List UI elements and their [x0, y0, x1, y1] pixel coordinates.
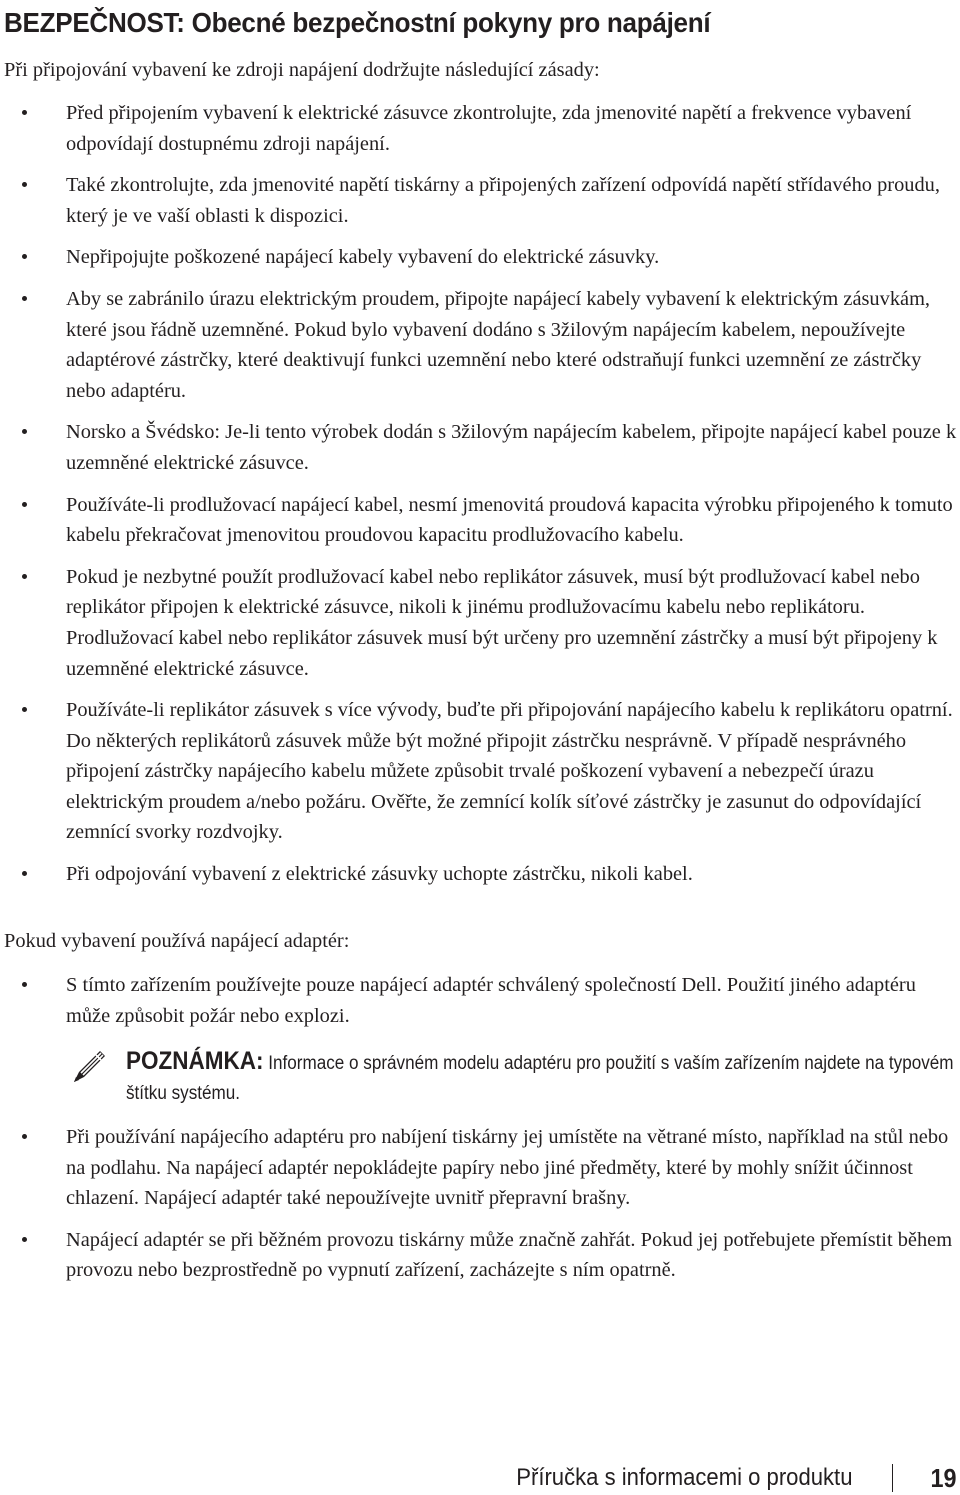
- bullet-icon: [22, 429, 27, 434]
- bullet-icon: [22, 707, 27, 712]
- list-item: [0, 970, 960, 1031]
- bullet-icon: [22, 254, 27, 259]
- bullet-icon: [22, 1237, 27, 1242]
- bullet-icon: [22, 871, 27, 876]
- list-item: [0, 1225, 960, 1286]
- list-item: [0, 284, 960, 406]
- adapter-rules-list: [0, 970, 960, 1042]
- intro-adapter: Pokud vybavení používá napájecí adaptér:: [4, 930, 350, 952]
- list-item-text: Nepřipojujte poškozené napájecí kabely vybavení do elektrické zásuvky.: [66, 246, 660, 269]
- power-rules-list: [0, 98, 960, 901]
- list-item: [0, 562, 960, 684]
- bullet-icon: [22, 502, 27, 507]
- list-item: [0, 1122, 960, 1214]
- intro-power: Při připojování vybavení ke zdroji napájení dodržujte následující zásady:: [4, 59, 600, 81]
- page-footer: [487, 1462, 960, 1494]
- bullet-icon: [22, 1134, 27, 1139]
- bullet-icon: [22, 110, 27, 115]
- footer-divider: [892, 1464, 893, 1492]
- list-item: [0, 98, 960, 159]
- list-item: [0, 490, 960, 551]
- list-item: [0, 695, 960, 848]
- note-label: POZNÁMKA:: [126, 1047, 264, 1075]
- adapter-rules-list-continued: [0, 1122, 960, 1297]
- list-item-text: Při odpojování vybavení z elektrické zásuvky uchopte zástrčku, nikoli kabel.: [66, 863, 693, 886]
- list-item: [0, 859, 960, 890]
- list-item-text: Při používání napájecího adaptéru pro nabíjení tiskárny jej umístěte na větrané místo, například na stůl nebo na podlahu. Na napájecí adaptér nepokládejte papíry nebo jiné předměty, které by mohly snížit účinnost chlazení. Napájecí adaptér také nepoužívejte uvnitř přepravní brašny.: [66, 1126, 949, 1210]
- list-item-text: Aby se zabránilo úrazu elektrickým proudem, připojte napájecí kabely vybavení k elektrickým zásuvkám, které jsou řádně uzemněné. Pokud bylo vybavení dodáno s 3žilovým napájecím kabelem, nepoužívejte adaptérové zástrčky, které deaktivují funkci uzemnění nebo které odstraňují funkci uzemnění ze zástrčky nebo adaptéru.: [66, 287, 931, 402]
- list-item: [0, 242, 960, 273]
- pencil-icon: [70, 1046, 110, 1086]
- list-item-text: S tímto zařízením používejte pouze napájecí adaptér schválený společností Dell. Použití jiného adaptéru může způsobit požár nebo explozi.: [66, 974, 916, 1027]
- list-item-text: Také zkontrolujte, zda jmenovité napětí tiskárny a připojených zařízení odpovídá napětí střídavého proudu, který je ve vaší oblasti k dispozici.: [66, 174, 940, 227]
- note-body: Informace o správném modelu adaptéru pro použití s vaším zařízením najdete na typovém štítku systému.: [126, 1053, 954, 1104]
- list-item: [0, 170, 960, 231]
- page-number: 19: [930, 1462, 957, 1493]
- list-item-text: Používáte-li replikátor zásuvek s více vývody, buďte při připojování napájecího kabelu k replikátoru opatrní. Do některých replikátorů zásuvek může být možné připojit zástrčku nesprávně. V případě nesprávného připojení zástrčky napájecího kabelu můžete způsobit trvalé poškození vybavení a nebezpečí úrazu elektrickým proudem a/nebo požáru. Ověřte, že zemnící kolík síťové zástrčky je zasunut do odpovídající zemnící svorky rozdvojky.: [66, 699, 953, 844]
- bullet-icon: [22, 296, 27, 301]
- list-item-text: Používáte-li prodlužovací napájecí kabel, nesmí jmenovitá proudová kapacita výrobku připojeného k tomuto kabelu překračovat jmenovitou proudovou kapacitu prodlužovacího kabelu.: [66, 493, 953, 547]
- page-title: BEZPEČNOST: Obecné bezpečnostní pokyny pro napájení: [4, 7, 711, 38]
- note-box: [66, 1044, 954, 1116]
- bullet-icon: [22, 574, 27, 579]
- note-text: [126, 1046, 956, 1109]
- list-item-text: Norsko a Švédsko: Je-li tento výrobek dodán s 3žilovým napájecím kabelem, připojte napájecí kabel pouze k uzemněné elektrické zásuvce.: [66, 421, 957, 474]
- list-item: [0, 417, 960, 478]
- footer-doc-title: Příručka s informacemi o produktu: [515, 1464, 853, 1491]
- list-item-text: Před připojením vybavení k elektrické zásuvce zkontrolujte, zda jmenovité napětí a frekvence vybavení odpovídají dostupnému zdroji napájení.: [66, 102, 912, 155]
- bullet-icon: [22, 182, 27, 187]
- list-item-text: Pokud je nezbytné použít prodlužovací kabel nebo replikátor zásuvek, musí být prodlužovací kabel nebo replikátor připojen k elektrické zásuvce, nikoli k jinému prodlužovacímu kabelu nebo replikátoru. Prodlužovací kabel nebo replikátor zásuvek musí být určeny pro uzemnění zástrčky a musí být připojeny k uzemněné elektrické zásuvce.: [66, 565, 938, 680]
- bullet-icon: [22, 982, 27, 987]
- list-item-text: Napájecí adaptér se při běžném provozu tiskárny může značně zahřát. Pokud jej potřebujete přemístit během provozu nebo bezprostředně po vypnutí zařízení, zacházejte s ním opatrně.: [66, 1228, 953, 1282]
